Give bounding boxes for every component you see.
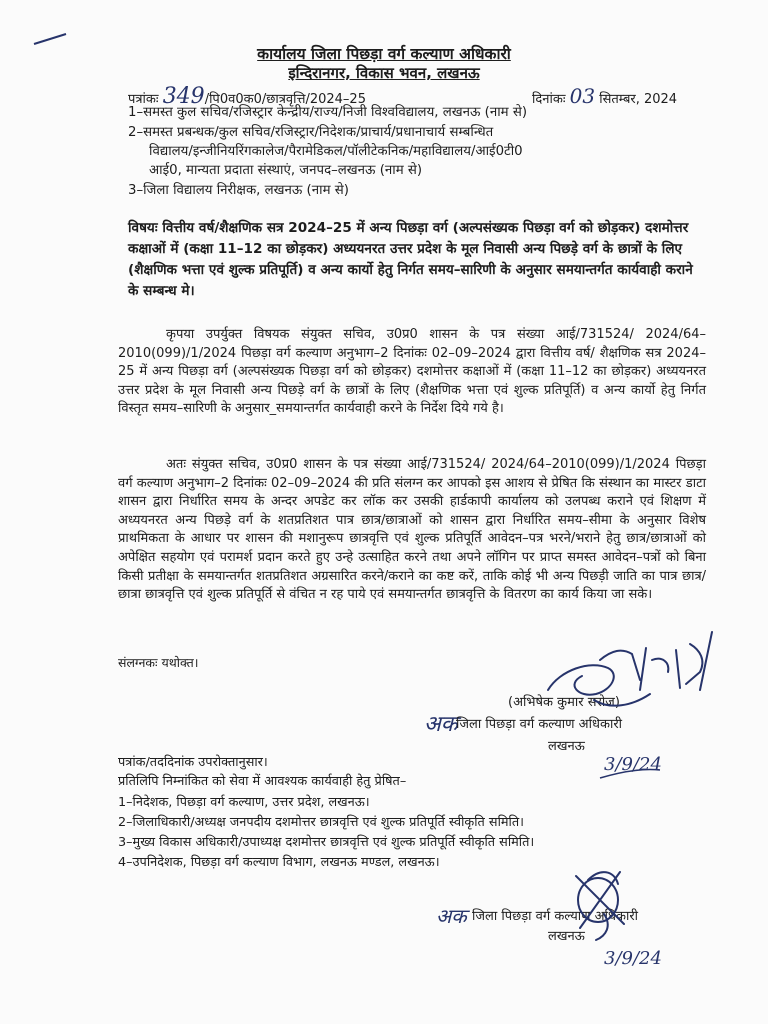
reference-label: पत्रांकः <box>128 92 159 107</box>
enclosure-note: संलग्नकः यथोक्त। <box>118 655 199 670</box>
margin-tick-mark <box>34 34 66 44</box>
signatory-place: लखनऊ <box>548 929 585 944</box>
signature-2 <box>576 872 624 940</box>
signatory-designation: जिला पिछड़ा वर्ग कल्याण अधिकारी <box>472 909 639 924</box>
signatory-designation: जिला पिछड़ा वर्ग कल्याण अधिकारी <box>456 717 623 732</box>
addressee-line: 1–समस्त कुल सचिव/रजिस्ट्रार केन्द्रीय/राज्य/निजी विश्वविद्यालय, लखनऊ (नाम से) <box>128 105 528 120</box>
signatory-place: लखनऊ <box>548 739 585 754</box>
initial-mark: अक <box>436 904 467 928</box>
copy-item: 4–उपनिदेशक, पिछड़ा वर्ग कल्याण विभाग, लखनऊ मण्डल, लखनऊ। <box>118 855 440 870</box>
addressee-line: आई0, मान्यता प्रदाता संस्थाएं, जनपद–लखनऊ (नाम से) <box>149 163 423 178</box>
date-suffix: सितम्बर, 2024 <box>599 92 678 107</box>
date-handwritten: 03 <box>569 84 596 108</box>
copy-reference: पत्रांक/तददिनांक उपरोक्तानुसार। <box>118 755 268 770</box>
office-address: इन्दिरानगर, विकास भवन, लखनऊ <box>288 64 480 82</box>
subject-label: विषयः <box>128 220 158 236</box>
body-paragraph-1: कृपया उपर्युक्त विषयक संयुक्त सचिव, उ0प्र0 शासन के पत्र संख्या आई/731524/ 2024/64–2010(099)/1/2024 पिछड़ा वर्ग कल्याण अनुभाग–2 दिनांकः 02–09–2024 द्वारा वित्तीय वर्ष/ शैक्षणिक सत्र 2024–25 में अन्य पिछड़ा वर्ग (अल्पसंख्यक पिछड़ा वर्ग को छोड़कर) दशमोत्तर कक्षाओं में (कक्षा 11–12 का छोड़कर) अध्ययनरत उत्तर प्रदेश के मूल निवासी अन्य पिछड़े वर्ग के छात्रों के लिए (शैक्षणिक भत्ता एवं शुल्क प्रतिपूर्ति) व अन्य कार्यो हेतु निर्गत विस्तृत समय–सारिणी के अनुसार_समयान्तर्गत कार्यवाही करने के निर्देश दिये गये है। <box>118 327 706 417</box>
body-paragraph-2: अतः संयुक्त सचिव, उ0प्र0 शासन के पत्र संख्या आई/731524/ 2024/64–2010(099)/1/2024 पिछड़ा वर्ग कल्याण अनुभाग–2 दिनांकः 02–09–2024 की प्रति संलग्न कर आपको इस आशय से प्रेषित कि संस्थान का मास्टर डाटा शासन द्वारा निर्धारित समय के अन्दर अपडेट कर लॉक कर उसकी हार्डकापी कार्यालय को उलपब्ध कराने एवं शिक्षण में अध्ययनरत अन्य पिछड़े वर्ग के शतप्रतिशत पात्र छात्र/छात्राओं को शासन द्वारा निर्धारित समय–सीमा के अनुसार विशेष प्राथमिकता के आधार पर शासन की मशानुरूप छात्रवृत्ति एवं शुल्क प्रतिपूर्ति आवेदन–पत्र भरने/भराने हेतु छात्र/छात्राओं को अपेक्षित सहयोग एवं परामर्श प्रदान करते हुए उन्हे उत्साहित करने तथा अपने लॉगिन पर प्राप्त समस्त आवेदन–पत्रों को बिना किसी प्रतीक्षा के समयान्तर्गत शतप्रतिशत अग्रसारित करने/कराने का कष्ट करें, ताकि कोई भी अन्य पिछड़ी जाति का पात्र छात्र/छात्रा छात्रवृत्ति एवं शुल्क प्रतिपूर्ति से वंचित न रह पाये एवं समयान्तर्गत छात्रवृत्ति के वितरण का कार्य किया जा सके। <box>118 457 706 603</box>
signature-1 <box>548 632 712 706</box>
addressee-line: 2–समस्त प्रबन्धक/कुल सचिव/रजिस्ट्रार/निदेशक/प्राचार्य/प्रधानाचार्य सम्बन्धित <box>128 125 494 140</box>
copy-item: 1–निदेशक, पिछड़ा वर्ग कल्याण, उत्तर प्रदेश, लखनऊ। <box>118 795 370 810</box>
reference-suffix: /पि0व0क0/छात्रवृत्ति/2024–25 <box>204 92 366 107</box>
date-underline <box>600 769 660 778</box>
reference-number-handwritten: 349 <box>162 84 205 109</box>
copy-intro: प्रतिलिपि निम्नांकित को सेवा में आवश्यक कार्यवाही हेतु प्रेषित– <box>118 774 407 789</box>
addressee-line: विद्यालय/इन्जीनियरिंगकालेज/पैरामेडिकल/पॉलीटेकनिक/महाविद्यालय/आई0टी0 <box>149 144 523 159</box>
copy-item: 3–मुख्य विकास अधिकारी/उपाध्यक्ष दशमोत्तर छात्रवृत्ति एवं शुल्क प्रतिपूर्ति स्वीकृति समिति। <box>118 835 535 850</box>
handwritten-date: 3/9/24 <box>604 754 662 775</box>
subject-text: वित्तीय वर्ष/शैक्षणिक सत्र 2024–25 में अन्य पिछड़ा वर्ग (अल्पसंख्यक पिछड़ा वर्ग को छोड़कर) दशमोत्तर कक्षाओं में (कक्षा 11–12 का छोड़कर) अध्ययनरत उत्तर प्रदेश के मूल निवासी अन्य पिछड़े वर्ग के छात्रों के लिए (शैक्षणिक भत्ता एवं शुल्क प्रतिपूर्ति) व अन्य कार्यो हेतु निर्गत समय–सारिणी के अनुसार समयान्तर्गत कार्यवाही कराने के सम्बन्ध मे। <box>128 220 693 299</box>
signatory-name: (अभिषेक कुमार सरोज) <box>508 695 620 710</box>
addressee-line: 3–जिला विद्यालय निरीक्षक, लखनऊ (नाम से) <box>128 183 349 198</box>
office-title: कार्यालय जिला पिछड़ा वर्ग कल्याण अधिकारी <box>257 45 511 63</box>
initial-mark: अक <box>424 712 458 737</box>
copy-item: 2–जिलाधिकारी/अध्यक्ष जनपदीय दशमोत्तर छात्रवृत्ति एवं शुल्क प्रतिपूर्ति स्वीकृति समिति। <box>118 815 524 830</box>
date-label: दिनांकः <box>532 92 566 107</box>
handwritten-date: 3/9/24 <box>604 948 662 969</box>
